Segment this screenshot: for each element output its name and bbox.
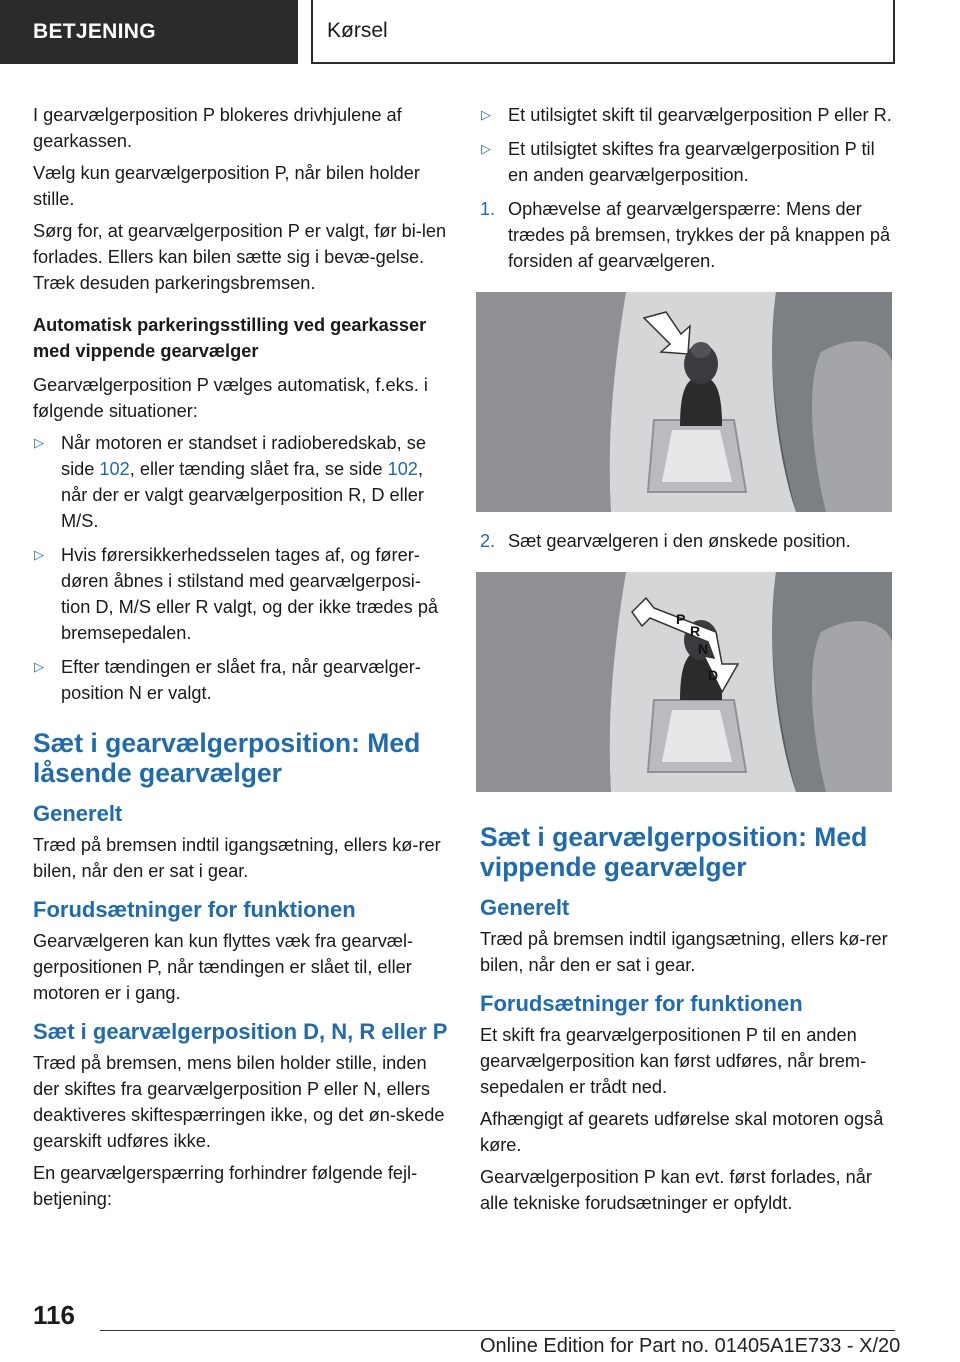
list-item: ▷ Efter tændingen er slået fra, når gearvælger-position N er valgt. xyxy=(33,654,449,706)
step-number: 2. xyxy=(480,531,496,551)
page-number: 116 xyxy=(33,1300,75,1330)
subheading: Automatisk parkeringsstilling ved gearkasser med vippende gearvælger xyxy=(33,315,427,361)
page-link[interactable]: 102 xyxy=(387,459,418,479)
bullet-list xyxy=(480,102,894,188)
subsection-heading: Forudsætninger for funktionen xyxy=(480,991,803,1016)
left-column xyxy=(33,102,449,1218)
triangle-bullet-icon: ▷ xyxy=(34,547,44,562)
paragraph: Afhængigt af gearets udførelse skal motoren også køre. xyxy=(480,1109,884,1155)
step-list xyxy=(480,528,894,554)
subsection-heading: Generelt xyxy=(33,801,123,826)
paragraph: Træd på bremsen indtil igangsætning, ellers kø-rer bilen, når den er sat i gear. xyxy=(480,929,888,975)
gear-label-r: R xyxy=(690,623,701,639)
footer-divider xyxy=(100,1330,895,1331)
list-item: ▷ Hvis førersikkerhedsselen tages af, og fører-døren åbnes i stilstand med gearvælgerposi-tion D, M/S eller R valgt, og der ikke trædes på bremsepedalen. xyxy=(33,542,449,646)
triangle-bullet-icon: ▷ xyxy=(34,659,44,674)
section-heading: Sæt i gearvælgerposition: Med låsende gearvælger xyxy=(33,728,421,788)
gear-selector-positions-illustration xyxy=(476,572,892,792)
subsection-heading: Generelt xyxy=(480,895,570,920)
chapter-title: Kørsel xyxy=(327,19,388,42)
gear-selector-unlock-image xyxy=(476,292,892,512)
triangle-bullet-icon: ▷ xyxy=(481,141,491,156)
paragraph: Vælg kun gearvælgerposition P, når bilen holder stille. xyxy=(33,163,420,209)
right-column xyxy=(480,102,894,1222)
chapter-tab xyxy=(311,0,895,64)
paragraph: Sørg for, at gearvælgerposition P er valgt, før bi-len forlades. Ellers kan bilen sætte sig i bevæ-gelse. Træk desuden parkeringsbremsen. xyxy=(33,221,447,293)
paragraph: Gearvælgerposition P vælges automatisk, f.eks. i følgende situationer: xyxy=(33,375,428,421)
step-item: 2. Sæt gearvælgeren i den ønskede position. xyxy=(480,528,894,554)
gear-label-d: D xyxy=(708,667,719,683)
paragraph: I gearvælgerposition P blokeres drivhjulene af gearkassen. xyxy=(33,105,402,151)
subsection-heading: Forudsætninger for funktionen xyxy=(33,897,356,922)
subsection-heading: Sæt i gearvælgerposition D, N, R eller P xyxy=(33,1019,448,1044)
gear-selector-positions-image xyxy=(476,572,892,792)
paragraph: Gearvælgerposition P kan evt. først forlades, når alle tekniske forudsætninger er opfyldt. xyxy=(480,1167,872,1213)
section-title: BETJENING xyxy=(33,20,156,43)
footer-edition: Online Edition for Part no. 01405A1E733 - X/20 xyxy=(480,1335,901,1357)
list-item: ▷ Et utilsigtet skiftes fra gearvælgerposition P til en anden gearvælgerposition. xyxy=(480,136,894,188)
step-list xyxy=(480,196,894,274)
bullet-list xyxy=(33,430,449,706)
gear-selector-unlock-illustration xyxy=(476,292,892,512)
section-heading: Sæt i gearvælgerposition: Med vippende gearvælger xyxy=(480,822,868,882)
step-number: 1. xyxy=(480,199,496,219)
page-link[interactable]: 102 xyxy=(99,459,130,479)
paragraph: Træd på bremsen indtil igangsætning, ellers kø-rer bilen, når den er sat i gear. xyxy=(33,835,441,881)
list-item: ▷ Et utilsigtet skift til gearvælgerposition P eller R. xyxy=(480,102,894,128)
gear-label-n: N xyxy=(698,641,709,657)
gear-label-p: P xyxy=(676,611,686,627)
step-item: 1. Ophævelse af gearvælgerspærre: Mens der trædes på bremsen, trykkes der på knappen på forsiden af gearvælgeren. xyxy=(480,196,894,274)
triangle-bullet-icon: ▷ xyxy=(34,435,44,450)
list-item: ▷ Når motoren er standset i radioberedskab, se side 102, eller tænding slået fra, se side 102, når der er valgt gearvælgerposition R, D eller M/S. xyxy=(33,430,449,534)
triangle-bullet-icon: ▷ xyxy=(481,107,491,122)
paragraph: Gearvælgeren kan kun flyttes væk fra gearvæl-gerpositionen P, når tændingen er slået til, eller motoren er i gang. xyxy=(33,931,414,1003)
paragraph: En gearvælgerspærring forhindrer følgende fejl-betjening: xyxy=(33,1163,418,1209)
paragraph: Træd på bremsen, mens bilen holder stille, inden der skiftes fra gearvælgerposition P eller N, ellers deaktiveres skiftespærringen ikke, og det øn-skede gearskift udføres ikke. xyxy=(33,1053,445,1151)
section-tab xyxy=(0,0,298,64)
paragraph: Et skift fra gearvælgerpositionen P til en anden gearvælgerposition kan først udføres, når brem-sepedalen er trådt ned. xyxy=(480,1025,867,1097)
